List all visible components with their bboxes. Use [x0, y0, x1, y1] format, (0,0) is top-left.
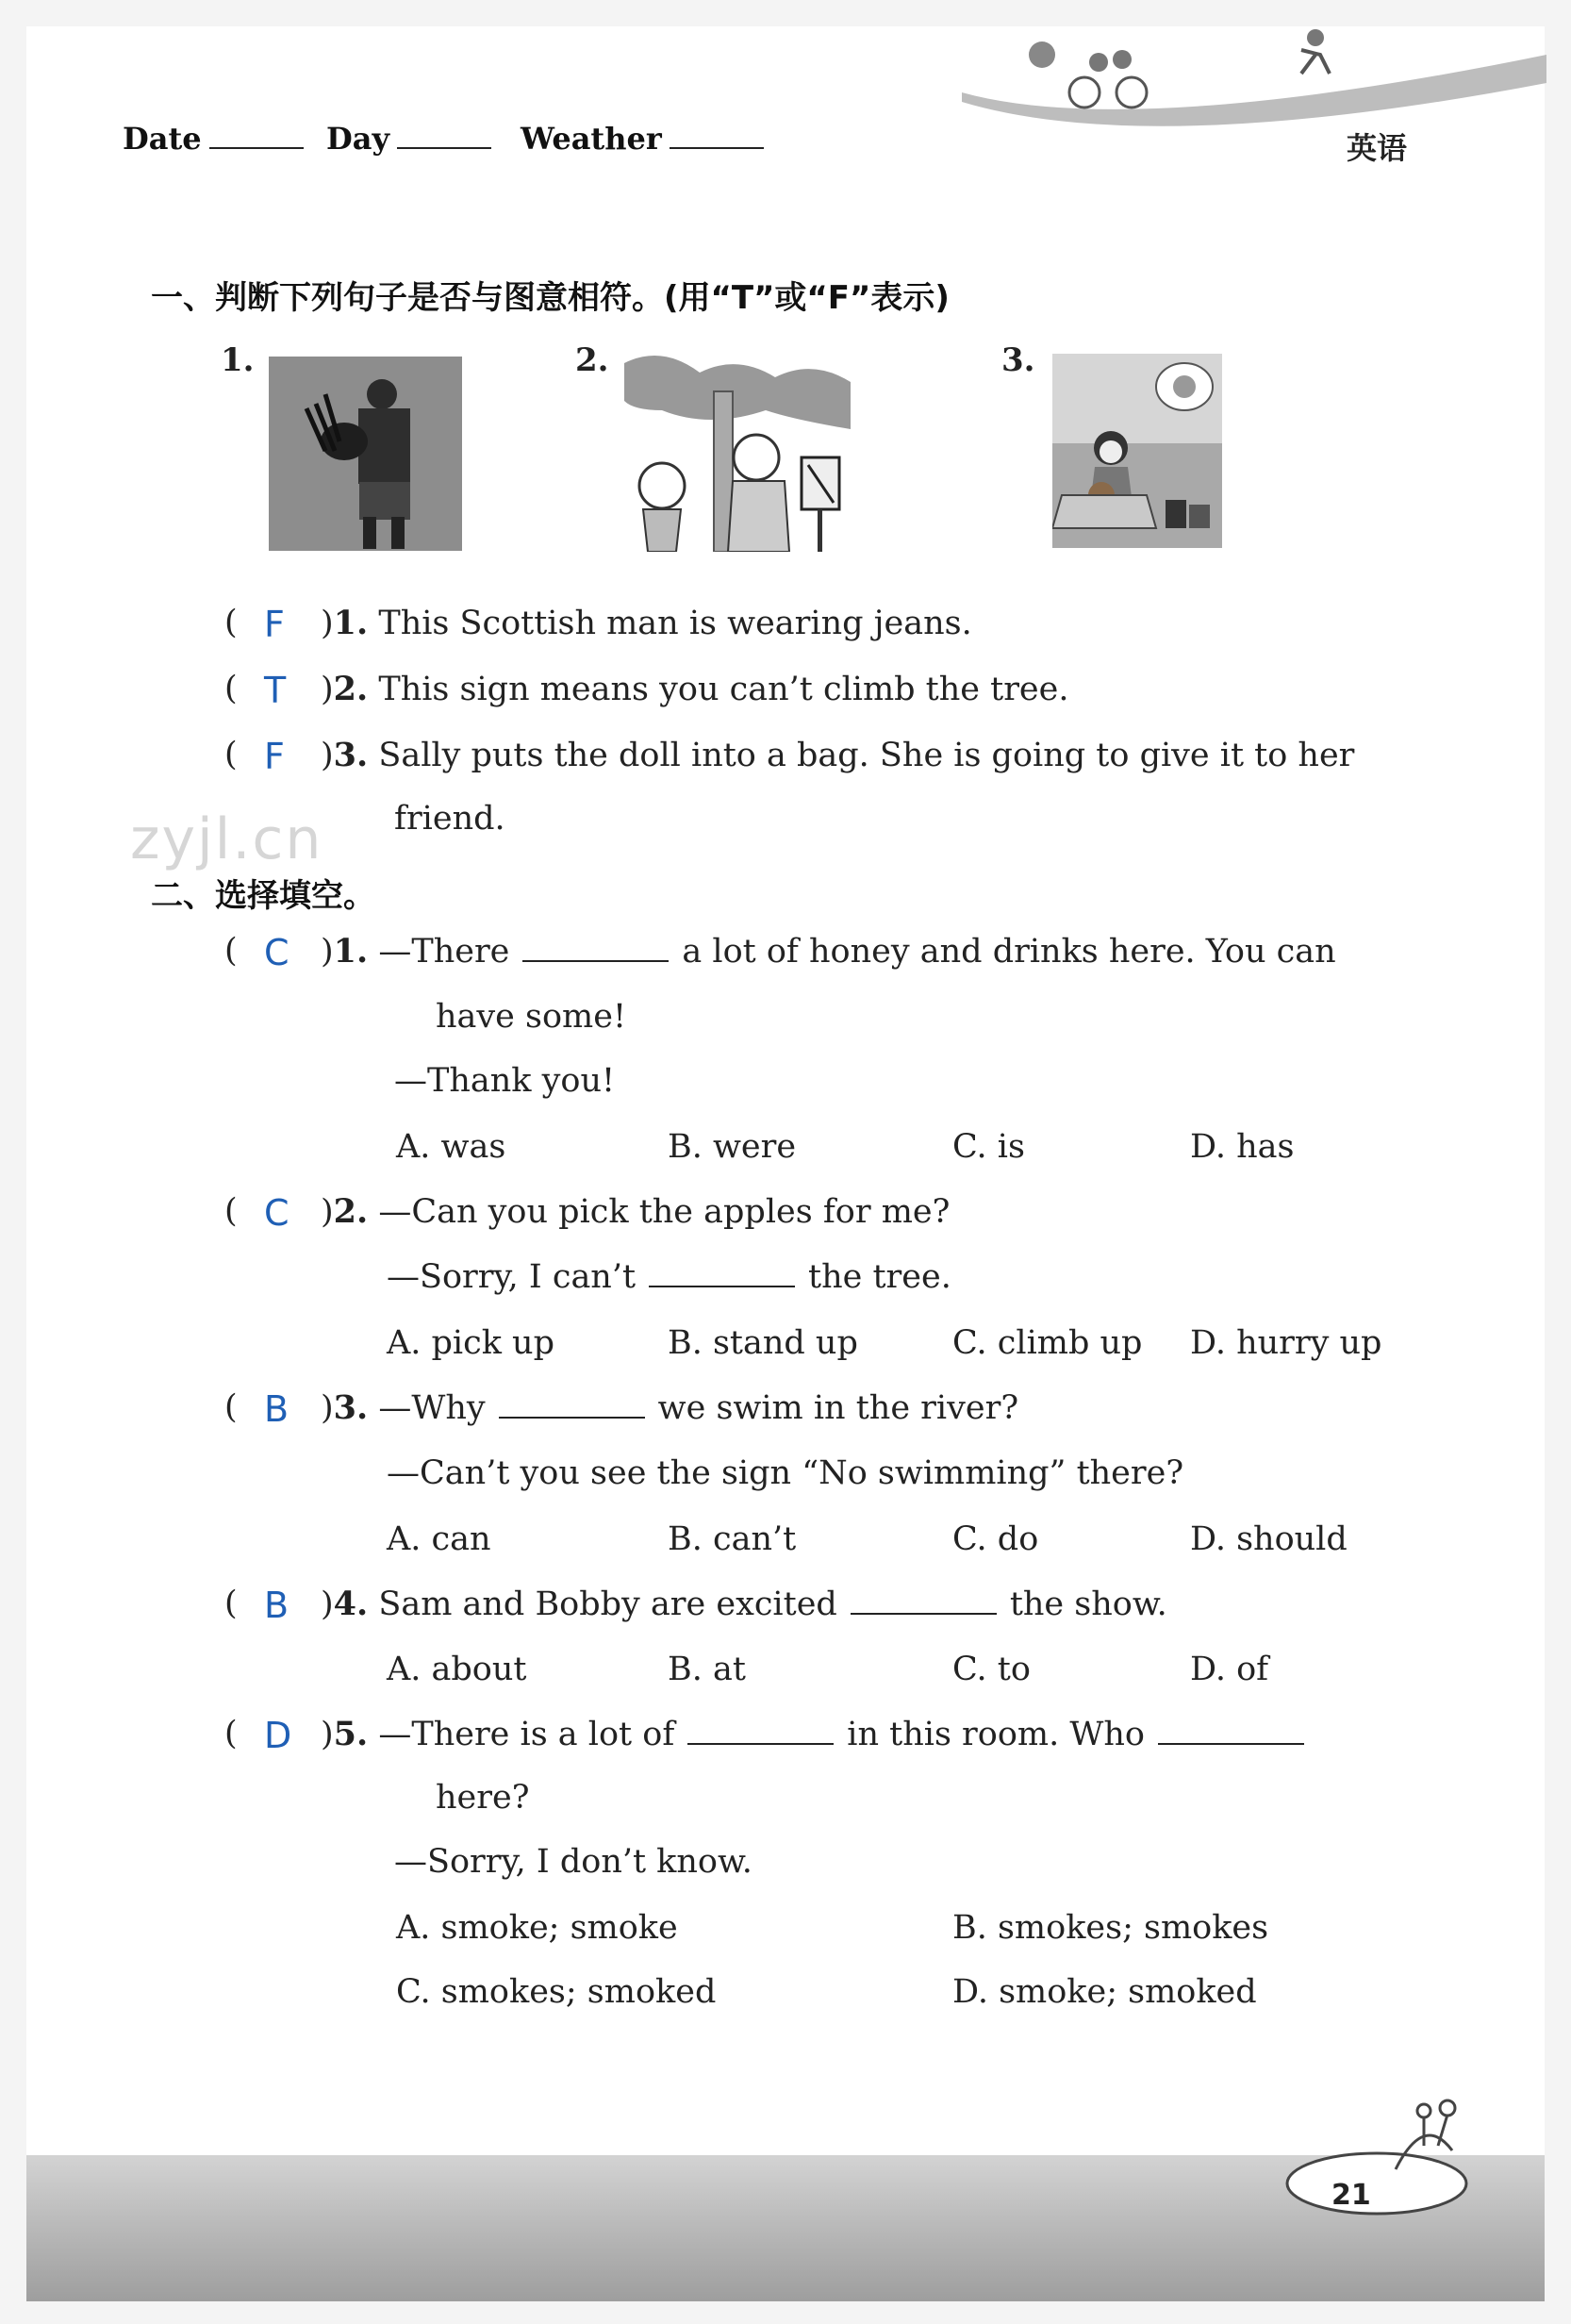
picture-1-number: 1.: [221, 341, 255, 379]
kids-cycling-illustration: [943, 26, 1546, 140]
subject-label: 英语: [1347, 130, 1408, 166]
day-label: Day: [326, 121, 390, 157]
s2-q2-text-a: —Can you pick the apples for me?: [378, 1193, 951, 1231]
s2-q5-option-b[interactable]: B. smokes; smokes: [952, 1909, 1269, 1947]
s2-q5-option-d[interactable]: D. smoke; smoked: [952, 1973, 1257, 2011]
girl-doll-box-illustration: [1052, 354, 1222, 548]
s1-q2-paren-open: (: [224, 670, 238, 707]
s2-q5-paren-open: (: [224, 1715, 238, 1752]
s1-q1-text: This Scottish man is wearing jeans.: [378, 605, 972, 642]
s2-q2-paren-open: (: [224, 1192, 238, 1230]
s2-q5-line: )5. —There is a lot of in this room. Who: [321, 1715, 1317, 1753]
s2-q4-line: )4. Sam and Bobby are excited the show.: [321, 1585, 1167, 1623]
s2-q5-blank-2[interactable]: [1158, 1718, 1304, 1745]
s2-q2-text-b: —Sorry, I can’t: [387, 1258, 637, 1296]
s2-q3-number: 3.: [333, 1388, 369, 1427]
s2-q2-text-c: the tree.: [808, 1258, 951, 1296]
snail-icon: [1282, 2094, 1471, 2216]
s2-q2-option-a[interactable]: A. pick up: [387, 1324, 555, 1362]
s2-q4-option-d[interactable]: D. of: [1190, 1651, 1269, 1688]
s1-q2-answer[interactable]: T: [264, 670, 287, 711]
s2-q1-paren-open: (: [224, 932, 238, 970]
running-kid-icon: [1307, 29, 1324, 46]
s2-q2-option-b[interactable]: B. stand up: [668, 1324, 858, 1362]
s2-q2-option-d[interactable]: D. hurry up: [1190, 1324, 1382, 1362]
s1-q2-line: )2. This sign means you can’t climb the tree.: [321, 670, 1069, 708]
s2-q1-text-c: have some!: [436, 998, 627, 1036]
day-field: [326, 121, 491, 157]
s2-q3-text-c: —Can’t you see the sign “No swimming” there?: [387, 1454, 1184, 1492]
picture-2-number: 2.: [575, 341, 609, 379]
s2-q1-answer[interactable]: C: [264, 932, 289, 973]
s2-q4-text-a: Sam and Bobby are excited: [378, 1585, 837, 1623]
s2-q2-answer[interactable]: C: [264, 1192, 289, 1234]
s2-q2-number: 2.: [333, 1192, 369, 1231]
s2-q1-option-c[interactable]: C. is: [952, 1128, 1025, 1166]
s2-q5-text-b: in this room. Who: [847, 1716, 1145, 1753]
picture-3-number: 3.: [1001, 341, 1035, 379]
s2-q2-blank[interactable]: [649, 1261, 795, 1287]
s2-q1-blank[interactable]: [522, 936, 669, 962]
s1-q3-text: Sally puts the doll into a bag. She is going to give it to her: [378, 737, 1355, 774]
s2-q2-line: )2. —Can you pick the apples for me?: [321, 1192, 951, 1231]
s2-q1-text-a: —There: [378, 933, 510, 971]
s1-q3-number: 3.: [333, 736, 369, 774]
s2-q4-option-b[interactable]: B. at: [668, 1651, 746, 1688]
s2-q2-line-2: [387, 1258, 951, 1296]
s2-q5-number: 5.: [333, 1715, 369, 1753]
weather-label: Weather: [521, 121, 662, 157]
s1-q3-text-cont: friend.: [394, 800, 505, 838]
s2-q1-option-b[interactable]: B. were: [668, 1128, 797, 1166]
s1-q3-answer[interactable]: F: [264, 736, 285, 777]
date-field: [123, 121, 304, 157]
s2-q1-number: 1.: [333, 932, 369, 971]
s2-q4-answer[interactable]: B: [264, 1585, 289, 1626]
s1-q3-paren-open: (: [224, 736, 238, 773]
s1-q1-line: )1. This Scottish man is wearing jeans.: [321, 604, 972, 642]
section2-title: 二、选择填空。: [151, 877, 375, 915]
s2-q5-blank-1[interactable]: [687, 1718, 834, 1745]
s2-q3-blank[interactable]: [499, 1392, 645, 1419]
s2-q3-paren-open: (: [224, 1388, 238, 1426]
s2-q5-text-c: here?: [436, 1779, 530, 1817]
s2-q3-text-a: —Why: [378, 1389, 486, 1427]
s2-q5-text-d: —Sorry, I don’t know.: [394, 1843, 752, 1881]
weather-field: [521, 121, 764, 157]
bicycle-wheel-icon: [1116, 77, 1147, 108]
s1-q1-number: 1.: [333, 604, 369, 642]
tree-icon: [1029, 42, 1055, 68]
s2-q5-option-a[interactable]: A. smoke; smoke: [396, 1909, 678, 1947]
date-label: Date: [123, 121, 202, 157]
s2-q5-option-c[interactable]: C. smokes; smoked: [396, 1973, 717, 2011]
date-blank[interactable]: [209, 123, 304, 149]
children-tree-sign-illustration: [624, 354, 851, 552]
s2-q3-option-c[interactable]: C. do: [952, 1520, 1039, 1558]
s1-q3-line: )3. Sally puts the doll into a bag. She is going to give it to her: [321, 736, 1355, 774]
watermark: zyjl.cn: [130, 806, 323, 872]
s2-q3-option-d[interactable]: D. should: [1190, 1520, 1348, 1558]
s2-q2-option-c[interactable]: C. climb up: [952, 1324, 1143, 1362]
s2-q4-paren-open: (: [224, 1585, 238, 1622]
bagpiper-photo: [269, 357, 462, 551]
s2-q4-option-c[interactable]: C. to: [952, 1651, 1031, 1688]
s2-q4-option-a[interactable]: A. about: [387, 1651, 527, 1688]
s2-q4-blank[interactable]: [851, 1588, 997, 1615]
s2-q3-option-a[interactable]: A. can: [387, 1520, 491, 1558]
s2-q5-answer[interactable]: D: [264, 1715, 292, 1756]
s2-q3-line: )3. —Why we swim in the river?: [321, 1388, 1019, 1427]
weather-blank[interactable]: [670, 123, 764, 149]
s1-q2-number: 2.: [333, 670, 369, 708]
s2-q4-number: 4.: [333, 1585, 369, 1623]
s2-q3-answer[interactable]: B: [264, 1388, 289, 1430]
s2-q4-text-b: the show.: [1009, 1585, 1167, 1623]
s2-q1-line: )1. —There a lot of honey and drinks here. You can: [321, 932, 1336, 971]
s2-q5-text-a: —There is a lot of: [378, 1716, 675, 1753]
s2-q3-text-b: we swim in the river?: [657, 1389, 1019, 1427]
s2-q1-text-b: a lot of honey and drinks here. You can: [682, 933, 1336, 971]
bicycle-wheel-icon: [1069, 77, 1100, 108]
s2-q1-option-a[interactable]: A. was: [396, 1128, 506, 1166]
s1-q1-answer[interactable]: F: [264, 604, 285, 645]
section1-title: 一、判断下列句子是否与图意相符。(用“T”或“F”表示): [151, 279, 950, 317]
s2-q1-text-d: —Thank you!: [394, 1062, 616, 1100]
s2-q1-option-d[interactable]: D. has: [1190, 1128, 1295, 1166]
page-number: 21: [1331, 2179, 1371, 2212]
s1-q2-text: This sign means you can’t climb the tree.: [378, 671, 1069, 708]
s1-q1-paren-open: (: [224, 604, 238, 641]
s2-q3-option-b[interactable]: B. can’t: [668, 1520, 797, 1558]
day-blank[interactable]: [397, 123, 491, 149]
